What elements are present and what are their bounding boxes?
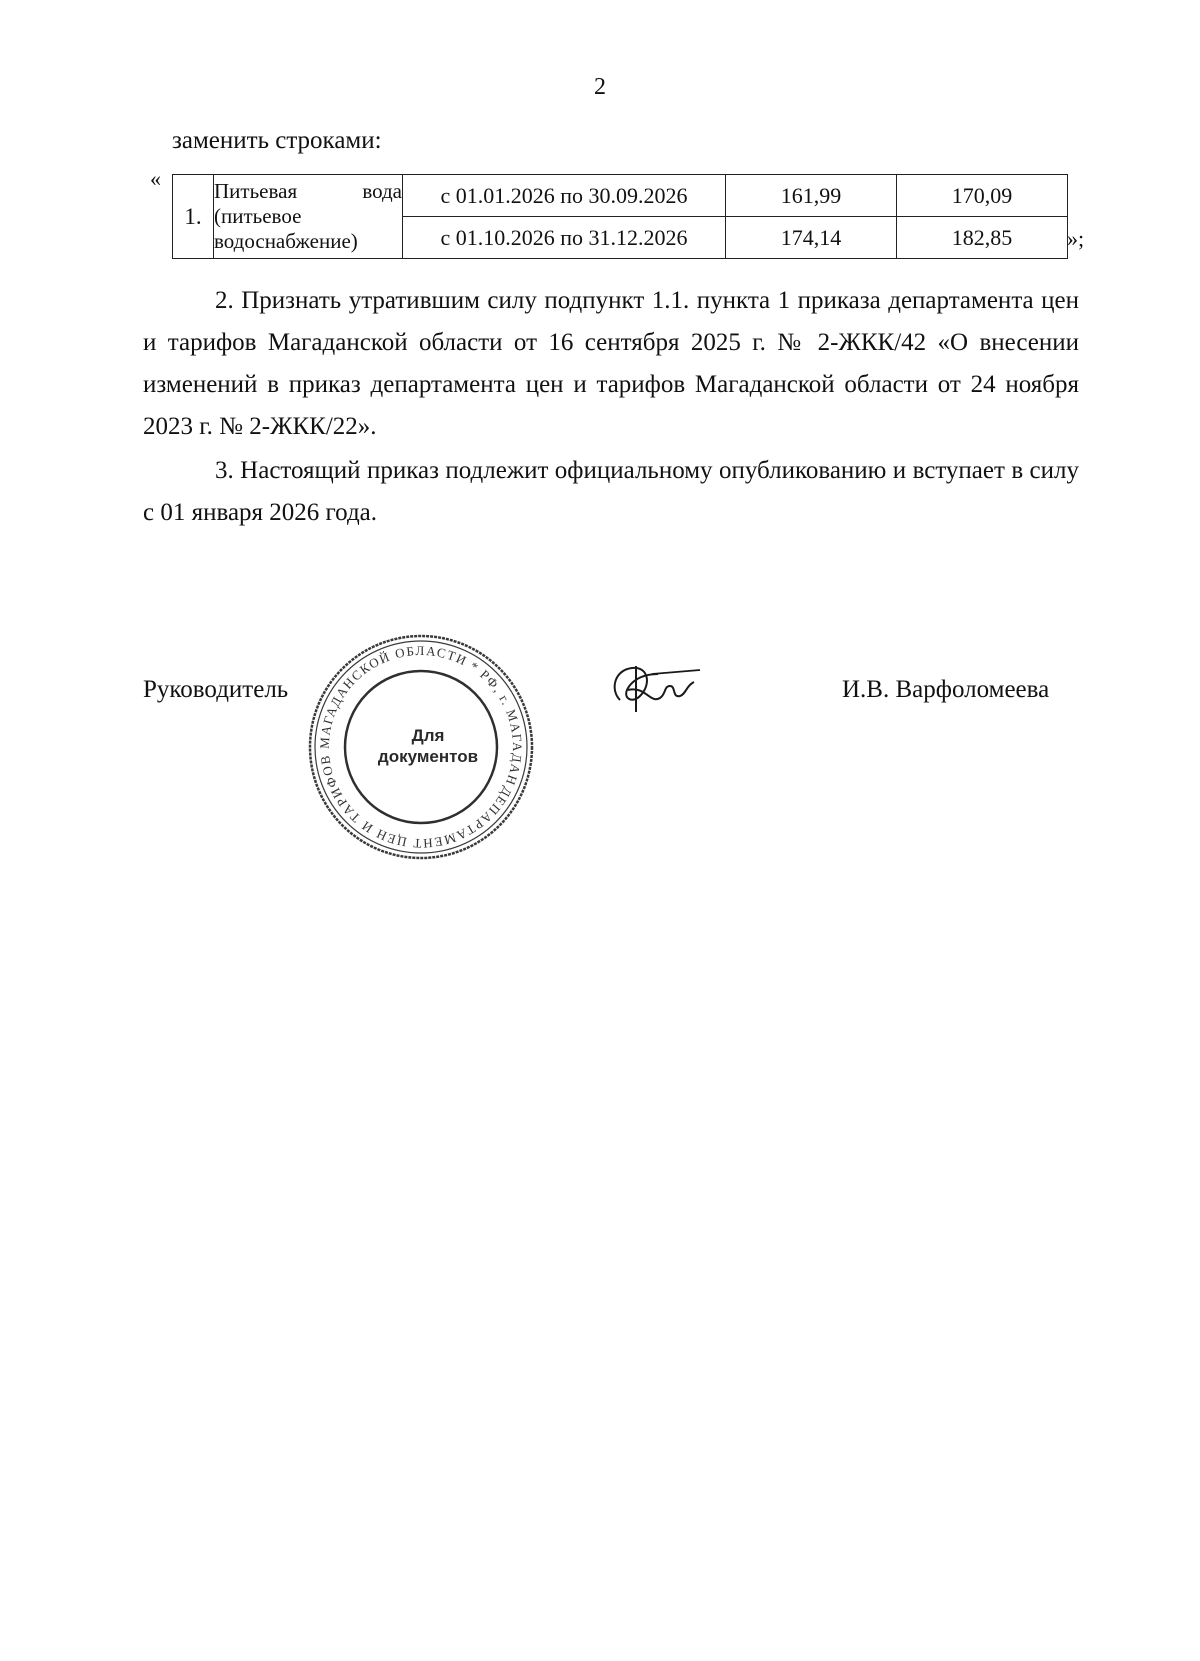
tariff-value-with-vat-cell: 182,85 xyxy=(897,217,1068,259)
service-name-word-1: Питьевая xyxy=(214,179,298,203)
intro-text: заменить строками: xyxy=(172,127,382,154)
period-cell: с 01.01.2026 по 30.09.2026 xyxy=(403,175,726,217)
page-number: 2 xyxy=(594,74,606,100)
tariff-value-cell: 174,14 xyxy=(726,217,897,259)
signer-name: И.В. Варфоломеева xyxy=(842,676,1050,703)
stamp-center-text xyxy=(368,725,488,767)
service-name-word-2: вода xyxy=(362,179,402,203)
period-cell: с 01.10.2026 по 31.12.2026 xyxy=(403,217,726,259)
opening-quote: « xyxy=(150,166,161,191)
paragraph-3: 3. Настоящий приказ подлежит официальному опубликованию и вступает в силу с 01 января 2026 года. xyxy=(143,457,1079,526)
stamp-ring-text: ДЕПАРТАМЕНТ ЦЕН И ТАРИФОВ МАГАДАНСКОЙ ОБЛАСТИ * РФ, г. МАГАДАН xyxy=(316,642,526,852)
tariff-value-with-vat-cell: 170,09 xyxy=(897,175,1068,217)
closing-quote: »; xyxy=(1067,226,1085,251)
tariff-value-cell: 161,99 xyxy=(726,175,897,217)
handwritten-signature xyxy=(606,660,702,720)
signer-title: Руководитель xyxy=(143,676,289,703)
stamp-center-line-1: Для xyxy=(411,726,445,745)
tariff-table xyxy=(172,174,1068,259)
service-name-line-3: водоснабжение) xyxy=(214,229,358,253)
paragraph-2: 2. Признать утратившим силу подпункт 1.1. пункта 1 приказа департамента цен и тарифов Магаданской области от 16 сентября 2025 г. № 2-ЖКК/42 «О внесении изменений в приказ департамента цен и тарифов Магаданской области от 24 ноября 2023 г. № 2-ЖКК/22». xyxy=(143,287,1079,440)
service-name-line-2: (питьевое xyxy=(214,204,302,228)
service-name-line-1 xyxy=(214,179,402,204)
service-name-cell xyxy=(214,175,403,259)
row-number-cell: 1. xyxy=(173,175,214,259)
table-row xyxy=(173,175,1068,217)
stamp-center-line-2: документов xyxy=(377,747,479,766)
